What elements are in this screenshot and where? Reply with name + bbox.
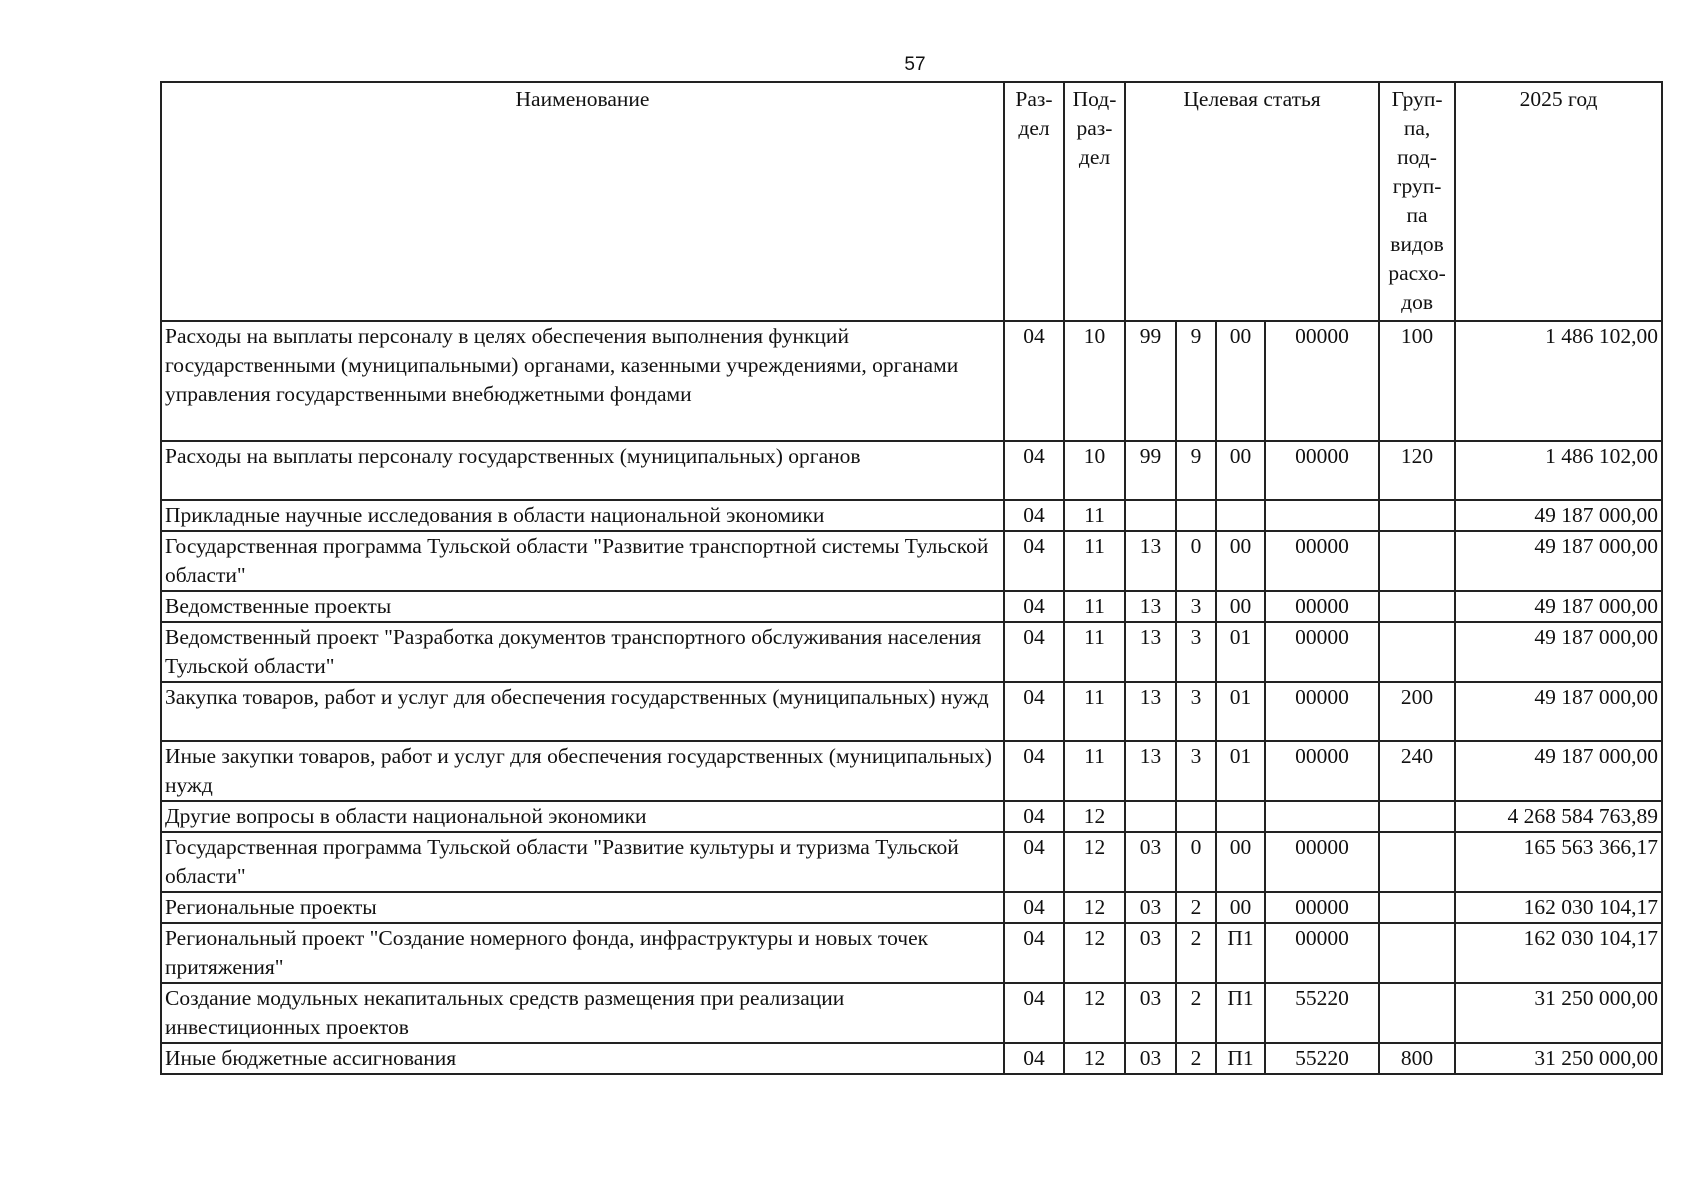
row-section: 04 [1004, 682, 1064, 741]
row-amount: 49 187 000,00 [1455, 531, 1662, 591]
row-amount: 49 187 000,00 [1455, 500, 1662, 531]
row-target-direction: 00000 [1265, 741, 1379, 801]
row-target-type: 3 [1176, 591, 1216, 622]
row-target-direction: 00000 [1265, 531, 1379, 591]
row-target-direction: 55220 [1265, 983, 1379, 1043]
page-number: 57 [904, 54, 926, 75]
row-subsection: 11 [1064, 741, 1125, 801]
row-name: Региональные проекты [161, 892, 1004, 923]
row-target-program: 03 [1125, 832, 1176, 892]
row-target-program: 13 [1125, 682, 1176, 741]
row-target-structure [1216, 801, 1265, 832]
row-target-direction: 00000 [1265, 682, 1379, 741]
row-target-direction: 00000 [1265, 622, 1379, 682]
table-header-row [161, 82, 1662, 321]
header-year: 2025 год [1455, 82, 1662, 321]
row-section: 04 [1004, 321, 1064, 441]
row-section: 04 [1004, 892, 1064, 923]
row-target-program: 13 [1125, 741, 1176, 801]
row-section: 04 [1004, 591, 1064, 622]
row-target-type: 3 [1176, 682, 1216, 741]
row-target-structure: П1 [1216, 923, 1265, 983]
row-subsection: 10 [1064, 321, 1125, 441]
row-amount: 162 030 104,17 [1455, 923, 1662, 983]
row-name: Создание модульных некапитальных средств размещения при реализации инвестиционных проектов [161, 983, 1004, 1043]
table-row [161, 500, 1662, 531]
header-name: Наименование [161, 82, 1004, 321]
table-row [161, 321, 1662, 441]
row-target-direction: 55220 [1265, 1043, 1379, 1074]
row-target-type: 2 [1176, 923, 1216, 983]
row-expense-group [1379, 500, 1455, 531]
row-amount: 4 268 584 763,89 [1455, 801, 1662, 832]
row-section: 04 [1004, 531, 1064, 591]
row-section: 04 [1004, 622, 1064, 682]
row-amount: 162 030 104,17 [1455, 892, 1662, 923]
row-expense-group: 120 [1379, 441, 1455, 500]
row-target-type: 2 [1176, 892, 1216, 923]
row-name: Ведомственный проект "Разработка документов транспортного обслуживания населения Тульской области" [161, 622, 1004, 682]
row-section: 04 [1004, 741, 1064, 801]
row-target-direction: 00000 [1265, 441, 1379, 500]
table-row [161, 1043, 1662, 1074]
row-expense-group: 800 [1379, 1043, 1455, 1074]
row-target-program: 99 [1125, 321, 1176, 441]
row-expense-group [1379, 622, 1455, 682]
table-row [161, 622, 1662, 682]
row-target-type: 3 [1176, 741, 1216, 801]
row-amount: 165 563 366,17 [1455, 832, 1662, 892]
row-section: 04 [1004, 983, 1064, 1043]
budget-table [160, 81, 1663, 1075]
header-subsection: Под-раз-дел [1064, 82, 1125, 321]
table-row [161, 892, 1662, 923]
row-target-type: 0 [1176, 832, 1216, 892]
row-expense-group [1379, 892, 1455, 923]
row-target-structure [1216, 500, 1265, 531]
row-target-program [1125, 500, 1176, 531]
row-amount: 49 187 000,00 [1455, 682, 1662, 741]
row-subsection: 11 [1064, 531, 1125, 591]
row-target-type [1176, 801, 1216, 832]
row-expense-group [1379, 832, 1455, 892]
row-section: 04 [1004, 801, 1064, 832]
row-target-program: 13 [1125, 531, 1176, 591]
row-target-structure: 00 [1216, 441, 1265, 500]
row-target-direction: 00000 [1265, 892, 1379, 923]
table-row [161, 531, 1662, 591]
row-target-direction: 00000 [1265, 832, 1379, 892]
row-subsection: 12 [1064, 983, 1125, 1043]
table-row [161, 983, 1662, 1043]
row-target-direction: 00000 [1265, 321, 1379, 441]
table-row [161, 741, 1662, 801]
row-target-type: 0 [1176, 531, 1216, 591]
row-name: Региональный проект "Создание номерного фонда, инфраструктуры и новых точек притяжения" [161, 923, 1004, 983]
row-target-structure: 00 [1216, 321, 1265, 441]
table-row [161, 832, 1662, 892]
row-name: Иные закупки товаров, работ и услуг для обеспечения государственных (муниципальных) нужд [161, 741, 1004, 801]
row-subsection: 11 [1064, 500, 1125, 531]
row-target-structure: 00 [1216, 832, 1265, 892]
row-target-type: 9 [1176, 441, 1216, 500]
row-subsection: 11 [1064, 622, 1125, 682]
row-amount: 31 250 000,00 [1455, 1043, 1662, 1074]
row-subsection: 12 [1064, 801, 1125, 832]
row-subsection: 12 [1064, 1043, 1125, 1074]
row-target-program: 99 [1125, 441, 1176, 500]
row-expense-group: 200 [1379, 682, 1455, 741]
row-target-program: 03 [1125, 983, 1176, 1043]
row-amount: 1 486 102,00 [1455, 321, 1662, 441]
row-target-type: 2 [1176, 1043, 1216, 1074]
header-expense-group: Груп-па, под-груп-па видов расхо-дов [1379, 82, 1455, 321]
row-target-direction: 00000 [1265, 923, 1379, 983]
row-name: Расходы на выплаты персоналу государственных (муниципальных) органов [161, 441, 1004, 500]
row-target-direction: 00000 [1265, 591, 1379, 622]
row-target-direction [1265, 500, 1379, 531]
row-amount: 49 187 000,00 [1455, 741, 1662, 801]
row-section: 04 [1004, 923, 1064, 983]
row-target-structure: 00 [1216, 531, 1265, 591]
row-target-type: 9 [1176, 321, 1216, 441]
row-subsection: 11 [1064, 682, 1125, 741]
row-target-program [1125, 801, 1176, 832]
row-name: Расходы на выплаты персоналу в целях обеспечения выполнения функций государственными (муниципальными) органами, казенными учреждениями, органами управления государственными внебюджетными фондами [161, 321, 1004, 441]
row-name: Иные бюджетные ассигнования [161, 1043, 1004, 1074]
row-expense-group: 240 [1379, 741, 1455, 801]
row-amount: 49 187 000,00 [1455, 591, 1662, 622]
row-name: Государственная программа Тульской области "Развитие транспортной системы Тульской области" [161, 531, 1004, 591]
row-amount: 49 187 000,00 [1455, 622, 1662, 682]
row-subsection: 12 [1064, 923, 1125, 983]
row-subsection: 11 [1064, 591, 1125, 622]
table-row [161, 591, 1662, 622]
row-section: 04 [1004, 1043, 1064, 1074]
row-target-structure: 01 [1216, 622, 1265, 682]
row-target-program: 03 [1125, 1043, 1176, 1074]
row-target-program: 13 [1125, 591, 1176, 622]
row-target-direction [1265, 801, 1379, 832]
row-target-structure: П1 [1216, 1043, 1265, 1074]
row-section: 04 [1004, 832, 1064, 892]
row-subsection: 12 [1064, 892, 1125, 923]
row-name: Прикладные научные исследования в области национальной экономики [161, 500, 1004, 531]
row-expense-group [1379, 531, 1455, 591]
row-target-program: 13 [1125, 622, 1176, 682]
row-expense-group: 100 [1379, 321, 1455, 441]
row-name: Другие вопросы в области национальной экономики [161, 801, 1004, 832]
row-subsection: 12 [1064, 832, 1125, 892]
row-target-structure: 00 [1216, 892, 1265, 923]
row-target-structure: 00 [1216, 591, 1265, 622]
row-target-structure: 01 [1216, 741, 1265, 801]
row-amount: 1 486 102,00 [1455, 441, 1662, 500]
row-name: Закупка товаров, работ и услуг для обеспечения государственных (муниципальных) нужд [161, 682, 1004, 741]
row-name: Ведомственные проекты [161, 591, 1004, 622]
row-name: Государственная программа Тульской области "Развитие культуры и туризма Тульской области" [161, 832, 1004, 892]
row-target-type: 2 [1176, 983, 1216, 1043]
row-section: 04 [1004, 441, 1064, 500]
row-amount: 31 250 000,00 [1455, 983, 1662, 1043]
row-target-program: 03 [1125, 892, 1176, 923]
row-target-type [1176, 500, 1216, 531]
row-subsection: 10 [1064, 441, 1125, 500]
table-body [161, 321, 1662, 1074]
row-section: 04 [1004, 500, 1064, 531]
row-expense-group [1379, 923, 1455, 983]
table-row [161, 923, 1662, 983]
row-expense-group [1379, 591, 1455, 622]
row-target-program: 03 [1125, 923, 1176, 983]
row-target-type: 3 [1176, 622, 1216, 682]
row-target-structure: П1 [1216, 983, 1265, 1043]
row-target-structure: 01 [1216, 682, 1265, 741]
row-expense-group [1379, 801, 1455, 832]
row-expense-group [1379, 983, 1455, 1043]
header-section: Раз-дел [1004, 82, 1064, 321]
header-target-article: Целевая статья [1125, 82, 1379, 321]
table-row [161, 682, 1662, 741]
table-row [161, 801, 1662, 832]
table-row [161, 441, 1662, 500]
